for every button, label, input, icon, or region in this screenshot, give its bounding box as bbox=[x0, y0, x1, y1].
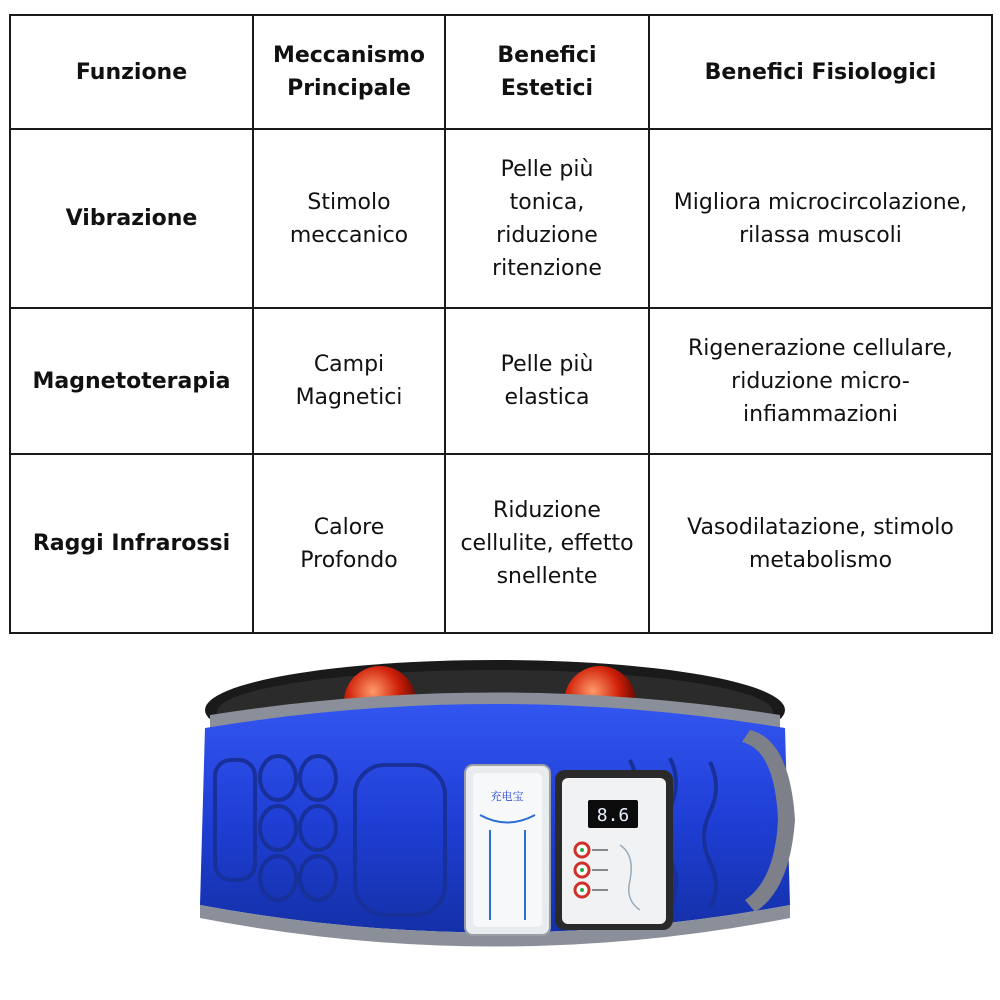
table-row bbox=[10, 308, 992, 454]
table-header-row bbox=[10, 15, 992, 129]
comparison-table bbox=[9, 14, 993, 634]
table-row bbox=[10, 454, 992, 633]
header-funzione: Funzione bbox=[10, 15, 253, 129]
comparison-table-container bbox=[9, 14, 991, 634]
cell-funzione: Magnetoterapia bbox=[10, 308, 253, 454]
slimming-belt-illustration bbox=[190, 650, 810, 980]
header-meccanismo: Meccanismo Principale bbox=[253, 15, 445, 129]
cell-fisiologici: Vasodilatazione, stimolo metabolismo bbox=[649, 454, 992, 633]
cell-meccanismo: Stimolo meccanico bbox=[253, 129, 445, 308]
header-benefici-fisiologici: Benefici Fisiologici bbox=[649, 15, 992, 129]
cell-funzione: Vibrazione bbox=[10, 129, 253, 308]
cell-estetici: Riduzione cellulite, effetto snellente bbox=[445, 454, 649, 633]
slimming-belt-image bbox=[190, 650, 810, 980]
table-row bbox=[10, 129, 992, 308]
cell-meccanismo: Calore Profondo bbox=[253, 454, 445, 633]
lcd-display-value: 8.6 bbox=[596, 805, 630, 826]
cell-fisiologici: Rigenerazione cellulare, riduzione micro-infiammazioni bbox=[649, 308, 992, 454]
cell-funzione: Raggi Infrarossi bbox=[10, 454, 253, 633]
header-benefici-estetici: Benefici Estetici bbox=[445, 15, 649, 129]
cell-meccanismo: Campi Magnetici bbox=[253, 308, 445, 454]
cell-estetici: Pelle più tonica, riduzione ritenzione bbox=[445, 129, 649, 308]
cell-fisiologici: Migliora microcircolazione, rilassa muscoli bbox=[649, 129, 992, 308]
battery-label: 充电宝 bbox=[490, 790, 524, 803]
cell-estetici: Pelle più elastica bbox=[445, 308, 649, 454]
